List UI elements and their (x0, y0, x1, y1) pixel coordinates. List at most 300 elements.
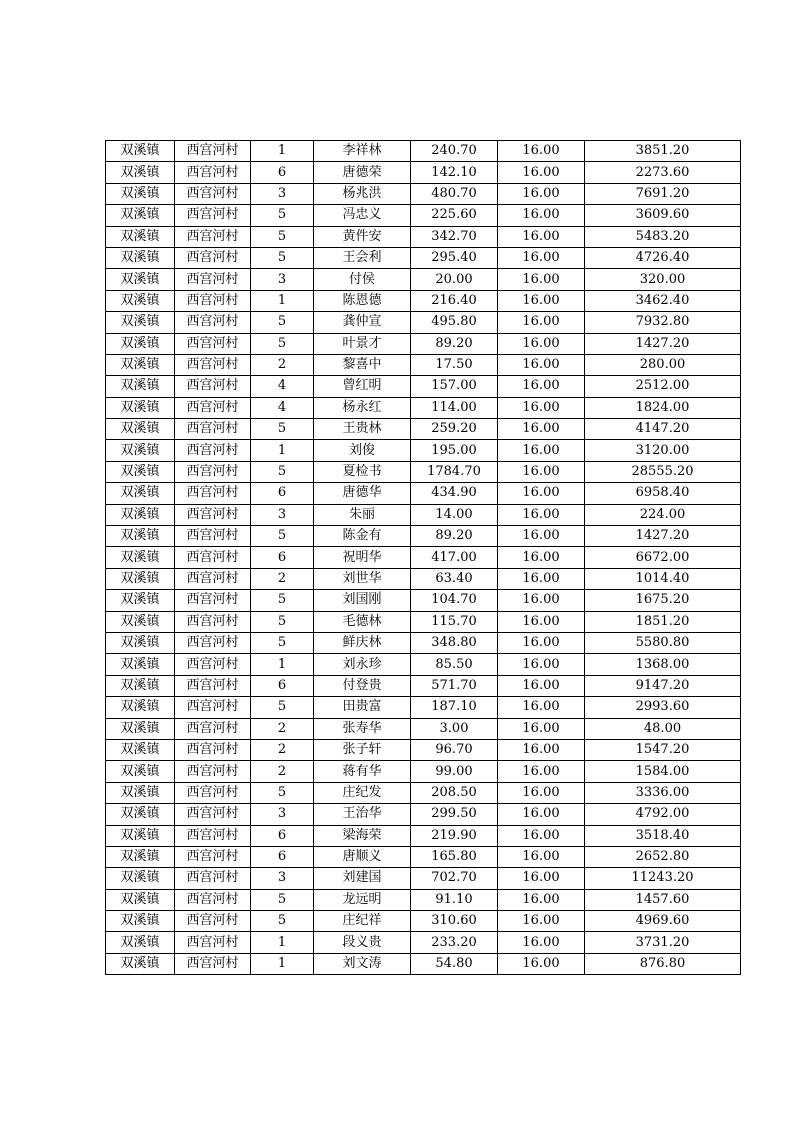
table-row (106, 889, 741, 910)
person-name-cell: 付侯 (314, 269, 411, 290)
amount-cell: 2993.60 (585, 697, 741, 718)
group-number-cell: 5 (251, 911, 314, 932)
amount-cell: 1824.00 (585, 397, 741, 418)
person-name-cell: 朱丽 (314, 504, 411, 525)
person-name-cell: 刘文涛 (314, 953, 411, 974)
area-cell: 99.00 (411, 761, 498, 782)
group-number-cell: 2 (251, 718, 314, 739)
area-cell: 299.50 (411, 804, 498, 825)
unit-price-cell: 16.00 (498, 889, 585, 910)
area-cell: 480.70 (411, 183, 498, 204)
town-cell: 双溪镇 (106, 290, 175, 311)
table-row (106, 739, 741, 760)
person-name-cell: 刘世华 (314, 568, 411, 589)
unit-price-cell: 16.00 (498, 782, 585, 803)
unit-price-cell: 16.00 (498, 526, 585, 547)
area-cell: 187.10 (411, 697, 498, 718)
amount-cell: 2512.00 (585, 376, 741, 397)
person-name-cell: 龚仲宣 (314, 312, 411, 333)
village-cell: 西宫河村 (175, 141, 251, 162)
person-name-cell: 曾红明 (314, 376, 411, 397)
amount-cell: 3336.00 (585, 782, 741, 803)
area-cell: 114.00 (411, 397, 498, 418)
group-number-cell: 3 (251, 868, 314, 889)
amount-cell: 1014.40 (585, 568, 741, 589)
table-row (106, 183, 741, 204)
amount-cell: 876.80 (585, 953, 741, 974)
person-name-cell: 唐德荣 (314, 162, 411, 183)
person-name-cell: 陈金有 (314, 526, 411, 547)
area-cell: 434.90 (411, 483, 498, 504)
unit-price-cell: 16.00 (498, 590, 585, 611)
group-number-cell: 3 (251, 183, 314, 204)
person-name-cell: 祝明华 (314, 547, 411, 568)
table-row (106, 911, 741, 932)
village-cell: 西宫河村 (175, 183, 251, 204)
unit-price-cell: 16.00 (498, 654, 585, 675)
unit-price-cell: 16.00 (498, 483, 585, 504)
person-name-cell: 鲜庆林 (314, 632, 411, 653)
group-number-cell: 5 (251, 333, 314, 354)
unit-price-cell: 16.00 (498, 333, 585, 354)
village-cell: 西宫河村 (175, 312, 251, 333)
person-name-cell: 杨永红 (314, 397, 411, 418)
table-row (106, 590, 741, 611)
town-cell: 双溪镇 (106, 825, 175, 846)
town-cell: 双溪镇 (106, 269, 175, 290)
unit-price-cell: 16.00 (498, 440, 585, 461)
group-number-cell: 5 (251, 590, 314, 611)
table-row (106, 782, 741, 803)
table-row (106, 397, 741, 418)
village-cell: 西宫河村 (175, 889, 251, 910)
unit-price-cell: 16.00 (498, 911, 585, 932)
group-number-cell: 3 (251, 804, 314, 825)
unit-price-cell: 16.00 (498, 632, 585, 653)
amount-cell: 1675.20 (585, 590, 741, 611)
table-row (106, 761, 741, 782)
group-number-cell: 1 (251, 654, 314, 675)
town-cell: 双溪镇 (106, 483, 175, 504)
town-cell: 双溪镇 (106, 376, 175, 397)
amount-cell: 320.00 (585, 269, 741, 290)
group-number-cell: 5 (251, 632, 314, 653)
village-cell: 西宫河村 (175, 290, 251, 311)
town-cell: 双溪镇 (106, 419, 175, 440)
unit-price-cell: 16.00 (498, 675, 585, 696)
area-cell: 17.50 (411, 354, 498, 375)
amount-cell: 5580.80 (585, 632, 741, 653)
town-cell: 双溪镇 (106, 590, 175, 611)
village-cell: 西宫河村 (175, 632, 251, 653)
table-row (106, 290, 741, 311)
village-cell: 西宫河村 (175, 739, 251, 760)
unit-price-cell: 16.00 (498, 312, 585, 333)
area-cell: 342.70 (411, 226, 498, 247)
village-cell: 西宫河村 (175, 675, 251, 696)
area-cell: 702.70 (411, 868, 498, 889)
area-cell: 89.20 (411, 333, 498, 354)
amount-cell: 11243.20 (585, 868, 741, 889)
unit-price-cell: 16.00 (498, 547, 585, 568)
town-cell: 双溪镇 (106, 226, 175, 247)
area-cell: 3.00 (411, 718, 498, 739)
village-cell: 西宫河村 (175, 782, 251, 803)
village-cell: 西宫河村 (175, 868, 251, 889)
area-cell: 165.80 (411, 846, 498, 867)
group-number-cell: 6 (251, 846, 314, 867)
group-number-cell: 4 (251, 397, 314, 418)
group-number-cell: 6 (251, 483, 314, 504)
unit-price-cell: 16.00 (498, 718, 585, 739)
amount-cell: 280.00 (585, 354, 741, 375)
person-name-cell: 唐德华 (314, 483, 411, 504)
village-cell: 西宫河村 (175, 461, 251, 482)
village-cell: 西宫河村 (175, 504, 251, 525)
amount-cell: 7932.80 (585, 312, 741, 333)
area-cell: 63.40 (411, 568, 498, 589)
unit-price-cell: 16.00 (498, 568, 585, 589)
amount-cell: 7691.20 (585, 183, 741, 204)
unit-price-cell: 16.00 (498, 846, 585, 867)
amount-cell: 4969.60 (585, 911, 741, 932)
amount-cell: 224.00 (585, 504, 741, 525)
town-cell: 双溪镇 (106, 568, 175, 589)
table-row (106, 526, 741, 547)
area-cell: 310.60 (411, 911, 498, 932)
area-cell: 259.20 (411, 419, 498, 440)
table-row (106, 611, 741, 632)
unit-price-cell: 16.00 (498, 162, 585, 183)
group-number-cell: 2 (251, 568, 314, 589)
group-number-cell: 5 (251, 461, 314, 482)
town-cell: 双溪镇 (106, 247, 175, 268)
amount-cell: 1427.20 (585, 333, 741, 354)
amount-cell: 3851.20 (585, 141, 741, 162)
group-number-cell: 5 (251, 889, 314, 910)
town-cell: 双溪镇 (106, 761, 175, 782)
person-name-cell: 段义贵 (314, 932, 411, 953)
table-row (106, 141, 741, 162)
area-cell: 208.50 (411, 782, 498, 803)
town-cell: 双溪镇 (106, 440, 175, 461)
table-row (106, 376, 741, 397)
unit-price-cell: 16.00 (498, 611, 585, 632)
person-name-cell: 张子轩 (314, 739, 411, 760)
table-row (106, 825, 741, 846)
table-row (106, 846, 741, 867)
amount-cell: 4792.00 (585, 804, 741, 825)
village-cell: 西宫河村 (175, 718, 251, 739)
table-row (106, 333, 741, 354)
area-cell: 295.40 (411, 247, 498, 268)
table-row (106, 932, 741, 953)
town-cell: 双溪镇 (106, 397, 175, 418)
area-cell: 96.70 (411, 739, 498, 760)
town-cell: 双溪镇 (106, 354, 175, 375)
group-number-cell: 3 (251, 269, 314, 290)
village-cell: 西宫河村 (175, 333, 251, 354)
village-cell: 西宫河村 (175, 761, 251, 782)
village-cell: 西宫河村 (175, 483, 251, 504)
town-cell: 双溪镇 (106, 632, 175, 653)
table-row (106, 675, 741, 696)
village-cell: 西宫河村 (175, 568, 251, 589)
table-row (106, 953, 741, 974)
town-cell: 双溪镇 (106, 932, 175, 953)
table-row (106, 354, 741, 375)
person-name-cell: 田贵富 (314, 697, 411, 718)
unit-price-cell: 16.00 (498, 141, 585, 162)
village-cell: 西宫河村 (175, 376, 251, 397)
group-number-cell: 1 (251, 141, 314, 162)
area-cell: 571.70 (411, 675, 498, 696)
area-cell: 240.70 (411, 141, 498, 162)
town-cell: 双溪镇 (106, 911, 175, 932)
town-cell: 双溪镇 (106, 654, 175, 675)
village-cell: 西宫河村 (175, 247, 251, 268)
village-cell: 西宫河村 (175, 697, 251, 718)
table-row (106, 547, 741, 568)
table-row (106, 632, 741, 653)
subsidy-table (105, 140, 741, 975)
amount-cell: 4147.20 (585, 419, 741, 440)
person-name-cell: 付登贵 (314, 675, 411, 696)
area-cell: 20.00 (411, 269, 498, 290)
table-row (106, 269, 741, 290)
person-name-cell: 黎喜中 (314, 354, 411, 375)
table-row (106, 654, 741, 675)
village-cell: 西宫河村 (175, 911, 251, 932)
unit-price-cell: 16.00 (498, 205, 585, 226)
unit-price-cell: 16.00 (498, 953, 585, 974)
town-cell: 双溪镇 (106, 718, 175, 739)
person-name-cell: 刘国刚 (314, 590, 411, 611)
area-cell: 216.40 (411, 290, 498, 311)
table-row (106, 804, 741, 825)
town-cell: 双溪镇 (106, 141, 175, 162)
amount-cell: 2273.60 (585, 162, 741, 183)
group-number-cell: 5 (251, 611, 314, 632)
unit-price-cell: 16.00 (498, 183, 585, 204)
group-number-cell: 6 (251, 547, 314, 568)
person-name-cell: 陈恩德 (314, 290, 411, 311)
town-cell: 双溪镇 (106, 547, 175, 568)
town-cell: 双溪镇 (106, 697, 175, 718)
amount-cell: 3518.40 (585, 825, 741, 846)
person-name-cell: 庄纪发 (314, 782, 411, 803)
unit-price-cell: 16.00 (498, 419, 585, 440)
person-name-cell: 张寿华 (314, 718, 411, 739)
area-cell: 54.80 (411, 953, 498, 974)
person-name-cell: 刘永珍 (314, 654, 411, 675)
person-name-cell: 庄纪祥 (314, 911, 411, 932)
person-name-cell: 杨兆洪 (314, 183, 411, 204)
person-name-cell: 梁海荣 (314, 825, 411, 846)
area-cell: 195.00 (411, 440, 498, 461)
person-name-cell: 叶景才 (314, 333, 411, 354)
person-name-cell: 刘俊 (314, 440, 411, 461)
town-cell: 双溪镇 (106, 333, 175, 354)
town-cell: 双溪镇 (106, 461, 175, 482)
area-cell: 495.80 (411, 312, 498, 333)
area-cell: 417.00 (411, 547, 498, 568)
area-cell: 14.00 (411, 504, 498, 525)
table-row (106, 461, 741, 482)
table-row (106, 312, 741, 333)
amount-cell: 3609.60 (585, 205, 741, 226)
town-cell: 双溪镇 (106, 504, 175, 525)
table-row (106, 205, 741, 226)
amount-cell: 4726.40 (585, 247, 741, 268)
village-cell: 西宫河村 (175, 590, 251, 611)
person-name-cell: 冯忠义 (314, 205, 411, 226)
amount-cell: 1427.20 (585, 526, 741, 547)
village-cell: 西宫河村 (175, 419, 251, 440)
unit-price-cell: 16.00 (498, 804, 585, 825)
amount-cell: 3120.00 (585, 440, 741, 461)
village-cell: 西宫河村 (175, 846, 251, 867)
group-number-cell: 6 (251, 162, 314, 183)
person-name-cell: 蒋有华 (314, 761, 411, 782)
town-cell: 双溪镇 (106, 611, 175, 632)
area-cell: 225.60 (411, 205, 498, 226)
amount-cell: 9147.20 (585, 675, 741, 696)
unit-price-cell: 16.00 (498, 226, 585, 247)
unit-price-cell: 16.00 (498, 354, 585, 375)
unit-price-cell: 16.00 (498, 504, 585, 525)
village-cell: 西宫河村 (175, 269, 251, 290)
amount-cell: 3462.40 (585, 290, 741, 311)
group-number-cell: 6 (251, 825, 314, 846)
unit-price-cell: 16.00 (498, 376, 585, 397)
table-row (106, 226, 741, 247)
village-cell: 西宫河村 (175, 440, 251, 461)
amount-cell: 1851.20 (585, 611, 741, 632)
table-row (106, 483, 741, 504)
person-name-cell: 龙远明 (314, 889, 411, 910)
village-cell: 西宫河村 (175, 526, 251, 547)
group-number-cell: 1 (251, 932, 314, 953)
town-cell: 双溪镇 (106, 205, 175, 226)
table-row (106, 504, 741, 525)
person-name-cell: 王会利 (314, 247, 411, 268)
unit-price-cell: 16.00 (498, 461, 585, 482)
town-cell: 双溪镇 (106, 804, 175, 825)
town-cell: 双溪镇 (106, 846, 175, 867)
group-number-cell: 3 (251, 504, 314, 525)
amount-cell: 3731.20 (585, 932, 741, 953)
table-row (106, 697, 741, 718)
town-cell: 双溪镇 (106, 162, 175, 183)
town-cell: 双溪镇 (106, 782, 175, 803)
amount-cell: 6958.40 (585, 483, 741, 504)
group-number-cell: 5 (251, 226, 314, 247)
person-name-cell: 夏检书 (314, 461, 411, 482)
town-cell: 双溪镇 (106, 526, 175, 547)
area-cell: 233.20 (411, 932, 498, 953)
person-name-cell: 刘建国 (314, 868, 411, 889)
unit-price-cell: 16.00 (498, 697, 585, 718)
table-row (106, 868, 741, 889)
table-body (106, 141, 741, 975)
person-name-cell: 唐顺义 (314, 846, 411, 867)
group-number-cell: 2 (251, 354, 314, 375)
area-cell: 104.70 (411, 590, 498, 611)
amount-cell: 28555.20 (585, 461, 741, 482)
group-number-cell: 4 (251, 376, 314, 397)
village-cell: 西宫河村 (175, 825, 251, 846)
group-number-cell: 5 (251, 247, 314, 268)
village-cell: 西宫河村 (175, 654, 251, 675)
amount-cell: 1584.00 (585, 761, 741, 782)
group-number-cell: 6 (251, 675, 314, 696)
area-cell: 91.10 (411, 889, 498, 910)
area-cell: 85.50 (411, 654, 498, 675)
table-row (106, 718, 741, 739)
town-cell: 双溪镇 (106, 868, 175, 889)
group-number-cell: 5 (251, 782, 314, 803)
village-cell: 西宫河村 (175, 804, 251, 825)
village-cell: 西宫河村 (175, 162, 251, 183)
group-number-cell: 1 (251, 290, 314, 311)
area-cell: 157.00 (411, 376, 498, 397)
village-cell: 西宫河村 (175, 547, 251, 568)
person-name-cell: 李祥林 (314, 141, 411, 162)
village-cell: 西宫河村 (175, 932, 251, 953)
village-cell: 西宫河村 (175, 205, 251, 226)
amount-cell: 48.00 (585, 718, 741, 739)
table-row (106, 440, 741, 461)
unit-price-cell: 16.00 (498, 825, 585, 846)
person-name-cell: 黄件安 (314, 226, 411, 247)
table-row (106, 162, 741, 183)
area-cell: 89.20 (411, 526, 498, 547)
amount-cell: 6672.00 (585, 547, 741, 568)
unit-price-cell: 16.00 (498, 290, 585, 311)
town-cell: 双溪镇 (106, 312, 175, 333)
area-cell: 1784.70 (411, 461, 498, 482)
area-cell: 348.80 (411, 632, 498, 653)
town-cell: 双溪镇 (106, 675, 175, 696)
town-cell: 双溪镇 (106, 183, 175, 204)
area-cell: 219.90 (411, 825, 498, 846)
unit-price-cell: 16.00 (498, 932, 585, 953)
table-row (106, 568, 741, 589)
area-cell: 115.70 (411, 611, 498, 632)
amount-cell: 1547.20 (585, 739, 741, 760)
unit-price-cell: 16.00 (498, 868, 585, 889)
group-number-cell: 5 (251, 312, 314, 333)
group-number-cell: 5 (251, 419, 314, 440)
town-cell: 双溪镇 (106, 889, 175, 910)
area-cell: 142.10 (411, 162, 498, 183)
village-cell: 西宫河村 (175, 953, 251, 974)
person-name-cell: 毛德林 (314, 611, 411, 632)
amount-cell: 5483.20 (585, 226, 741, 247)
person-name-cell: 王治华 (314, 804, 411, 825)
village-cell: 西宫河村 (175, 354, 251, 375)
group-number-cell: 2 (251, 739, 314, 760)
person-name-cell: 王贵林 (314, 419, 411, 440)
group-number-cell: 5 (251, 526, 314, 547)
unit-price-cell: 16.00 (498, 247, 585, 268)
town-cell: 双溪镇 (106, 739, 175, 760)
group-number-cell: 1 (251, 953, 314, 974)
unit-price-cell: 16.00 (498, 761, 585, 782)
village-cell: 西宫河村 (175, 611, 251, 632)
group-number-cell: 1 (251, 440, 314, 461)
